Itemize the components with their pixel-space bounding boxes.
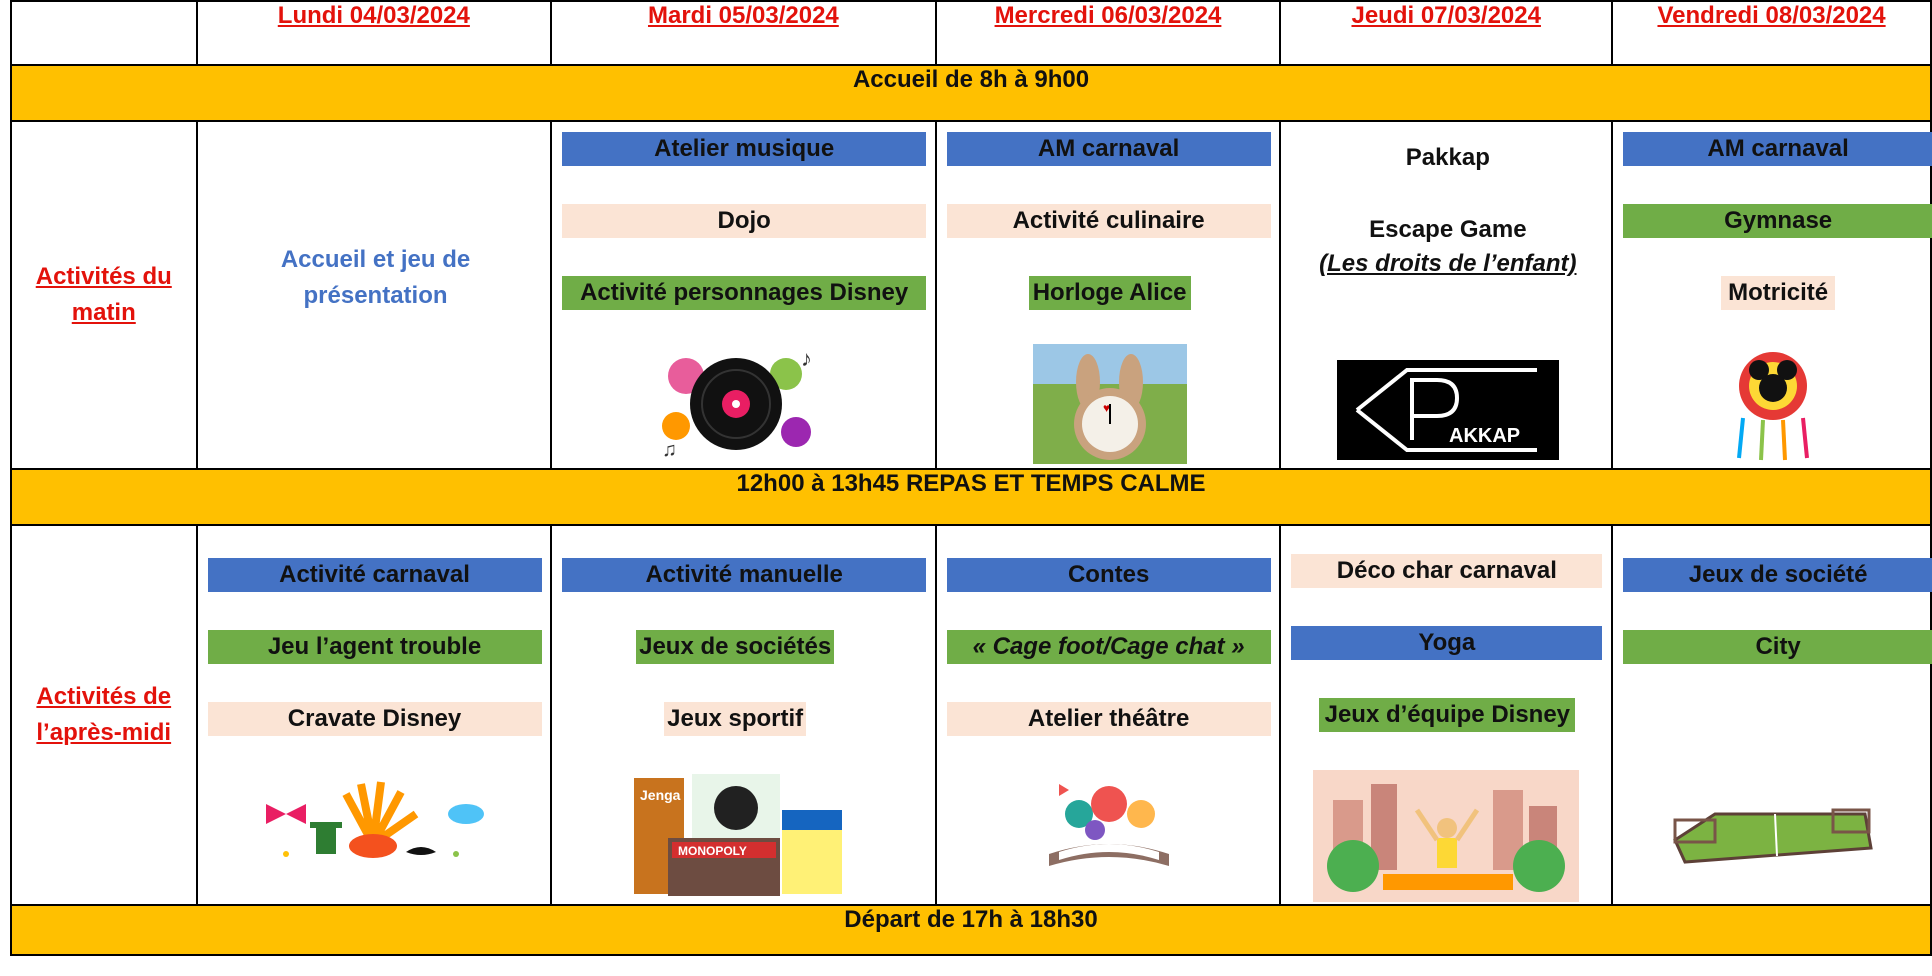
- activity-tag: Motricité: [1721, 276, 1835, 310]
- weekly-schedule-table: [10, 0, 1932, 956]
- friday-morning-cell: [1612, 121, 1931, 469]
- activity-tag: Atelier musique: [562, 132, 926, 166]
- activity-tag: Jeux sportif: [664, 702, 806, 736]
- alice-clock-image: [1033, 344, 1187, 464]
- svg-text:Jenga: Jenga: [640, 787, 681, 803]
- carnival-masks-image: [256, 774, 490, 870]
- yoga-city-image: [1313, 770, 1579, 902]
- activity-tag: AM carnaval: [1623, 132, 1932, 166]
- activity-tag: Dojo: [562, 204, 926, 238]
- corner-cell: [11, 1, 197, 65]
- activity-tag: « Cage foot/Cage chat »: [947, 630, 1271, 664]
- activity-tag: Atelier théâtre: [947, 702, 1271, 736]
- morning-row-label: Activités du matin: [11, 121, 197, 469]
- activity-tag: Contes: [947, 558, 1271, 592]
- mickey-pinata-image: [1719, 348, 1827, 464]
- tuesday-afternoon-cell: [551, 525, 935, 905]
- day-header-monday: Lundi 04/03/2024: [197, 1, 552, 65]
- activity-tag: Horloge Alice: [1029, 276, 1191, 310]
- afternoon-row: [11, 525, 1931, 905]
- activity-tag: Jeux d’équipe Disney: [1319, 698, 1575, 732]
- tuesday-morning-cell: [551, 121, 935, 469]
- board-games-image: [632, 774, 844, 898]
- friday-afternoon-cell: [1612, 525, 1931, 905]
- music-vinyl-image: [656, 346, 816, 462]
- wednesday-afternoon-cell: [936, 525, 1281, 905]
- activity-tag: City: [1623, 630, 1932, 664]
- pakkap-logo: [1337, 360, 1559, 460]
- activity-tag: Activité carnaval: [208, 558, 542, 592]
- svg-text:♪: ♪: [801, 346, 813, 371]
- thursday-afternoon-cell: [1280, 525, 1612, 905]
- morning-row: [11, 121, 1931, 469]
- day-header-thursday: Jeudi 07/03/2024: [1280, 1, 1612, 65]
- activity-tag: Déco char carnaval: [1291, 554, 1602, 588]
- activity-tag: Activité manuelle: [562, 558, 926, 592]
- day-header-friday: Vendredi 08/03/2024: [1612, 1, 1931, 65]
- departure-band: Départ de 17h à 18h30: [11, 905, 1931, 955]
- activity-tag: Gymnase: [1623, 204, 1932, 238]
- day-header-wednesday: Mercredi 06/03/2024: [936, 1, 1281, 65]
- svg-text:AKKAP: AKKAP: [1449, 425, 1521, 447]
- activity-tag: Activité culinaire: [947, 204, 1271, 238]
- activity-tag: Yoga: [1291, 626, 1602, 660]
- thursday-morning-cell: Pakkap Escape Game (Les droits de l’enfant) AKKAP: [1280, 121, 1612, 469]
- activity-tag: Jeux de sociétés: [636, 630, 834, 664]
- monday-morning-cell: Accueil et jeu de présentation: [197, 121, 552, 469]
- svg-text:♥: ♥: [1102, 401, 1110, 415]
- activity-tag: AM carnaval: [947, 132, 1271, 166]
- day-header-tuesday: Mardi 05/03/2024: [551, 1, 935, 65]
- activity-tag: Activité personnages Disney: [562, 276, 926, 310]
- wednesday-morning-cell: [936, 121, 1281, 469]
- monday-afternoon-cell: [197, 525, 552, 905]
- activity-tag: Cravate Disney: [208, 702, 542, 736]
- activity-tag: Jeux de société: [1623, 558, 1932, 592]
- city-stadium-image: [1665, 800, 1881, 872]
- storybook-image: [1029, 774, 1189, 874]
- morning-welcome-band: Accueil de 8h à 9h00: [11, 65, 1931, 121]
- header-row: [11, 1, 1931, 65]
- lunch-band: 12h00 à 13h45 REPAS ET TEMPS CALME: [11, 469, 1931, 525]
- activity-tag: Jeu l’agent trouble: [208, 630, 542, 664]
- svg-text:♫: ♫: [662, 439, 678, 461]
- afternoon-row-label: Activités de l’après-midi: [11, 525, 197, 905]
- svg-text:MONOPOLY: MONOPOLY: [678, 844, 748, 858]
